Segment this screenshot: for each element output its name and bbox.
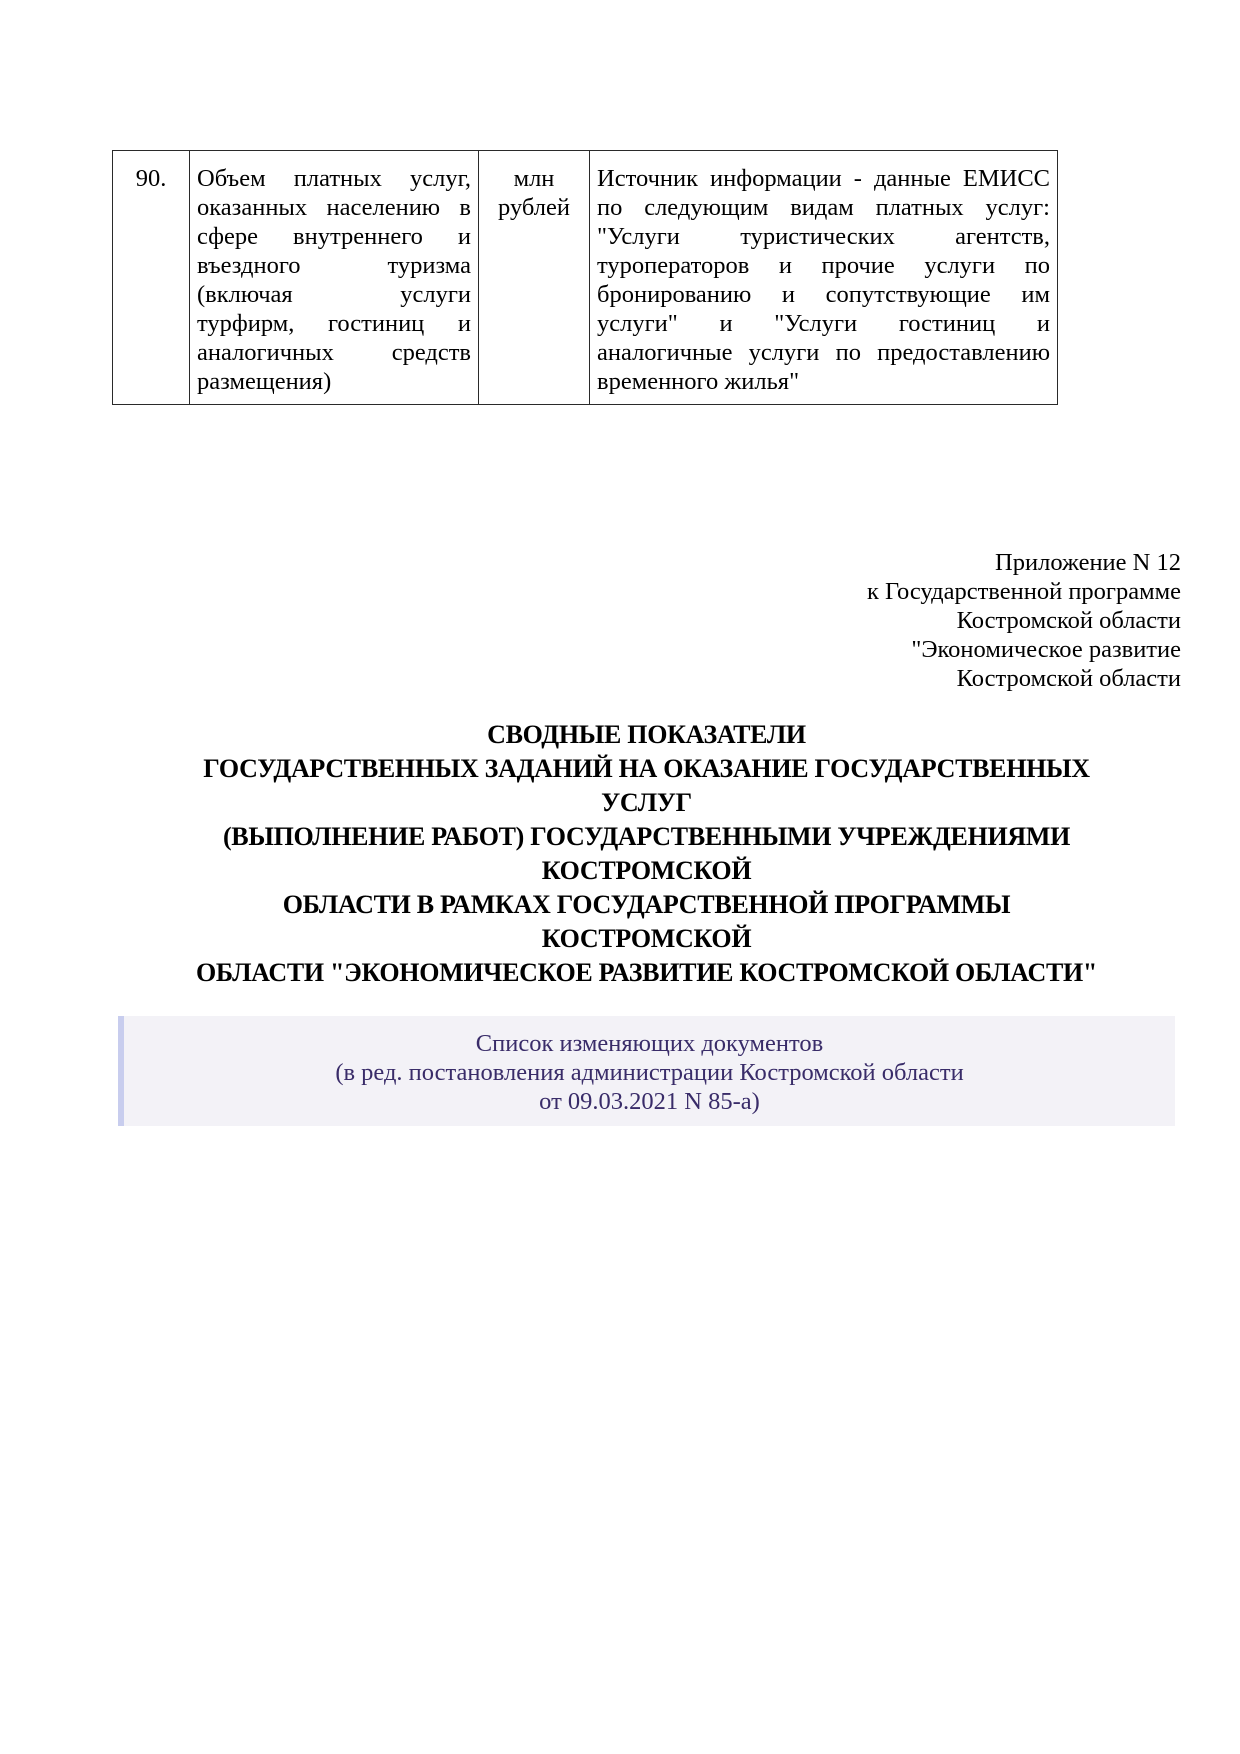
indicator-name-line: сфере внутреннего и — [197, 223, 471, 250]
source-line: услуги" и "Услуги гостиниц и — [597, 310, 1050, 337]
unit-line: млн — [513, 165, 555, 192]
title-line: ОБЛАСТИ "ЭКОНОМИЧЕСКОЕ РАЗВИТИЕ КОСТРОМСКОЙ ОБЛАСТИ" — [195, 958, 1098, 987]
change-list-line: (в ред. постановления администрации Костромской области — [335, 1059, 964, 1086]
change-list-line: от 09.03.2021 N 85-а) — [539, 1088, 760, 1115]
indicator-name-line: въездного туризма — [197, 252, 471, 279]
source-line: аналогичные услуги по предоставлению — [597, 339, 1050, 366]
title-line: УСЛУГ — [601, 788, 692, 817]
title-line: КОСТРОМСКОЙ — [541, 856, 752, 885]
title-line: КОСТРОМСКОЙ — [541, 924, 752, 953]
appendix-line: к Государственной программе — [866, 578, 1181, 605]
indicator-name-line: Объем платных услуг, — [197, 165, 471, 192]
indicator-name-cell — [190, 151, 479, 405]
appendix-line: "Экономическое развитие — [911, 636, 1181, 663]
appendix-reference — [661, 548, 1181, 693]
row-number-cell — [113, 151, 190, 405]
indicator-name-line: размещения) — [197, 368, 332, 395]
source-line: Источник информации - данные ЕМИСС — [597, 165, 1050, 192]
appendix-line: Костромской области — [956, 607, 1181, 634]
source-cell — [590, 151, 1058, 405]
source-line: туроператоров и прочие услуги по — [597, 252, 1050, 279]
appendix-line: Костромской области — [956, 665, 1181, 692]
indicators-table — [112, 150, 1058, 405]
row-number: 90. — [135, 165, 167, 192]
table-row — [113, 151, 1058, 405]
appendix-line: Приложение N 12 — [995, 549, 1181, 576]
source-line: временного жилья" — [597, 368, 800, 395]
change-list-heading: Список изменяющих документов — [475, 1030, 824, 1057]
title-line: (ВЫПОЛНЕНИЕ РАБОТ) ГОСУДАРСТВЕННЫМИ УЧРЕЖДЕНИЯМИ — [222, 822, 1071, 851]
indicator-name-line: оказанных населению в — [197, 194, 471, 221]
title-line: ОБЛАСТИ В РАМКАХ ГОСУДАРСТВЕННОЙ ПРОГРАММЫ — [282, 890, 1011, 919]
unit-cell — [479, 151, 590, 405]
source-line: бронированию и сопутствующие им — [597, 281, 1050, 308]
title-line: ГОСУДАРСТВЕННЫХ ЗАДАНИЙ НА ОКАЗАНИЕ ГОСУДАРСТВЕННЫХ — [203, 754, 1090, 783]
unit-line: рублей — [498, 194, 570, 221]
change-list-note — [118, 1016, 1175, 1126]
indicator-name-line: аналогичных средств — [197, 339, 471, 366]
title-line: СВОДНЫЕ ПОКАЗАТЕЛИ — [487, 720, 806, 749]
source-line: по следующим видам платных услуг: — [597, 194, 1050, 221]
source-line: "Услуги туристических агентств, — [597, 223, 1050, 250]
indicator-name-line: (включая услуги — [197, 281, 471, 308]
indicator-name-line: турфирм, гостиниц и — [197, 310, 471, 337]
document-title — [112, 718, 1181, 990]
